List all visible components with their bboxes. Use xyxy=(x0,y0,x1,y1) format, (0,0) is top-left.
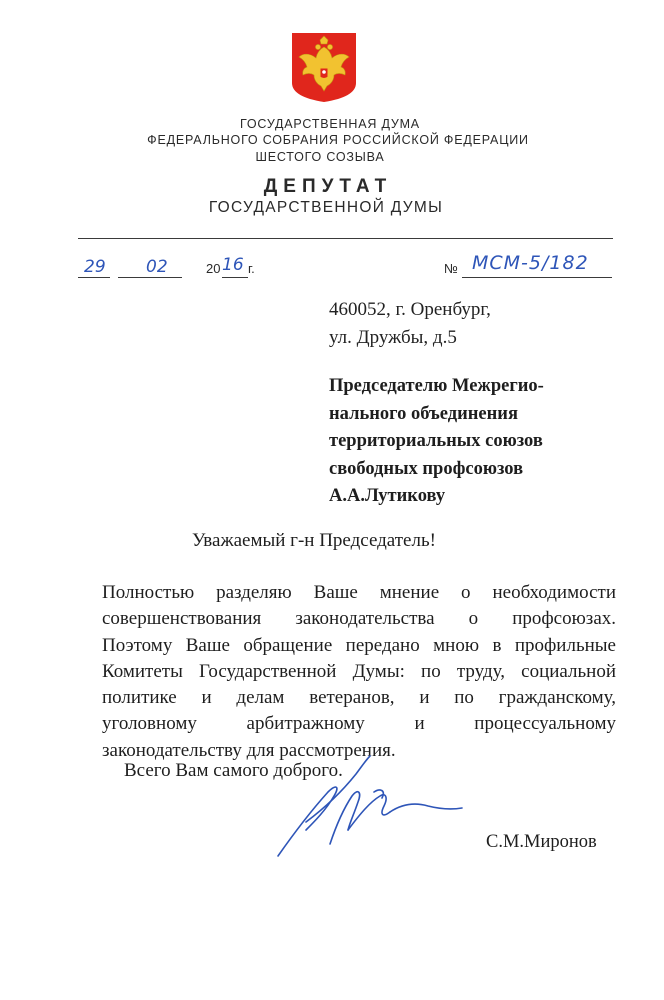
date-number-row xyxy=(78,252,618,284)
header-line-3: ШЕСТОГО СОЗЫВА xyxy=(255,150,385,164)
handwritten-signature xyxy=(270,752,470,864)
recipient-name: А.А.Лутикову xyxy=(329,486,446,507)
year-prefix: 20 xyxy=(206,261,221,276)
number-sign: № xyxy=(444,261,458,276)
recipient-line: территориальных союзов xyxy=(329,431,543,452)
date-month: 02 xyxy=(146,257,168,277)
number-underline xyxy=(462,277,612,278)
recipient-block xyxy=(329,373,629,511)
header-title: ДЕПУТАТ xyxy=(263,176,393,197)
header-subtitle: ГОСУДАРСТВЕННОЙ ДУМЫ xyxy=(208,199,444,216)
signer-name: С.М.Миронов xyxy=(486,832,597,852)
body-line: Поэтому Ваше обращение передано мною в профильные xyxy=(102,634,616,656)
recipient-line: свободных профсоюзов xyxy=(329,458,524,479)
body-line: политике и делам ветеранов, и по гражданскому, xyxy=(102,687,616,709)
address-line-2: ул. Дружбы, д.5 xyxy=(329,327,457,348)
date-day: 29 xyxy=(84,257,106,277)
header-divider xyxy=(78,238,613,239)
closing-phrase: Всего Вам самого доброго. xyxy=(124,760,343,781)
body-line: уголовному арбитражному и процессуальному xyxy=(102,713,616,735)
outgoing-number: МСМ-5/182 xyxy=(472,252,589,274)
header-line-1: ГОСУДАРСТВЕННАЯ ДУМА xyxy=(240,117,420,131)
letter-body xyxy=(102,580,616,764)
recipient-line: нального объединения xyxy=(329,403,518,424)
year-unit: г. xyxy=(248,261,255,276)
body-line: совершенствования законодательства о профсоюзах. xyxy=(102,608,616,630)
recipient-line: Председателю Межрегио- xyxy=(329,376,544,396)
greeting: Уважаемый г-н Председатель! xyxy=(192,530,436,551)
year-suffix: 16 xyxy=(222,255,244,275)
body-line: Полностью разделяю Ваше мнение о необходимости xyxy=(102,582,616,603)
year-underline xyxy=(222,277,248,278)
header-line-2: ФЕДЕРАЛЬНОГО СОБРАНИЯ РОССИЙСКОЙ ФЕДЕРАЦИИ xyxy=(147,133,529,147)
body-line: Комитеты Государственной Думы: по труду, социальной xyxy=(102,660,616,682)
coat-of-arms-emblem xyxy=(290,31,358,104)
body-line: законодательству для рассмотрения. xyxy=(102,739,396,761)
date-gap-underline xyxy=(118,277,182,278)
address-line-1: 460052, г. Оренбург, xyxy=(329,299,491,320)
date-day-underline xyxy=(78,277,110,278)
